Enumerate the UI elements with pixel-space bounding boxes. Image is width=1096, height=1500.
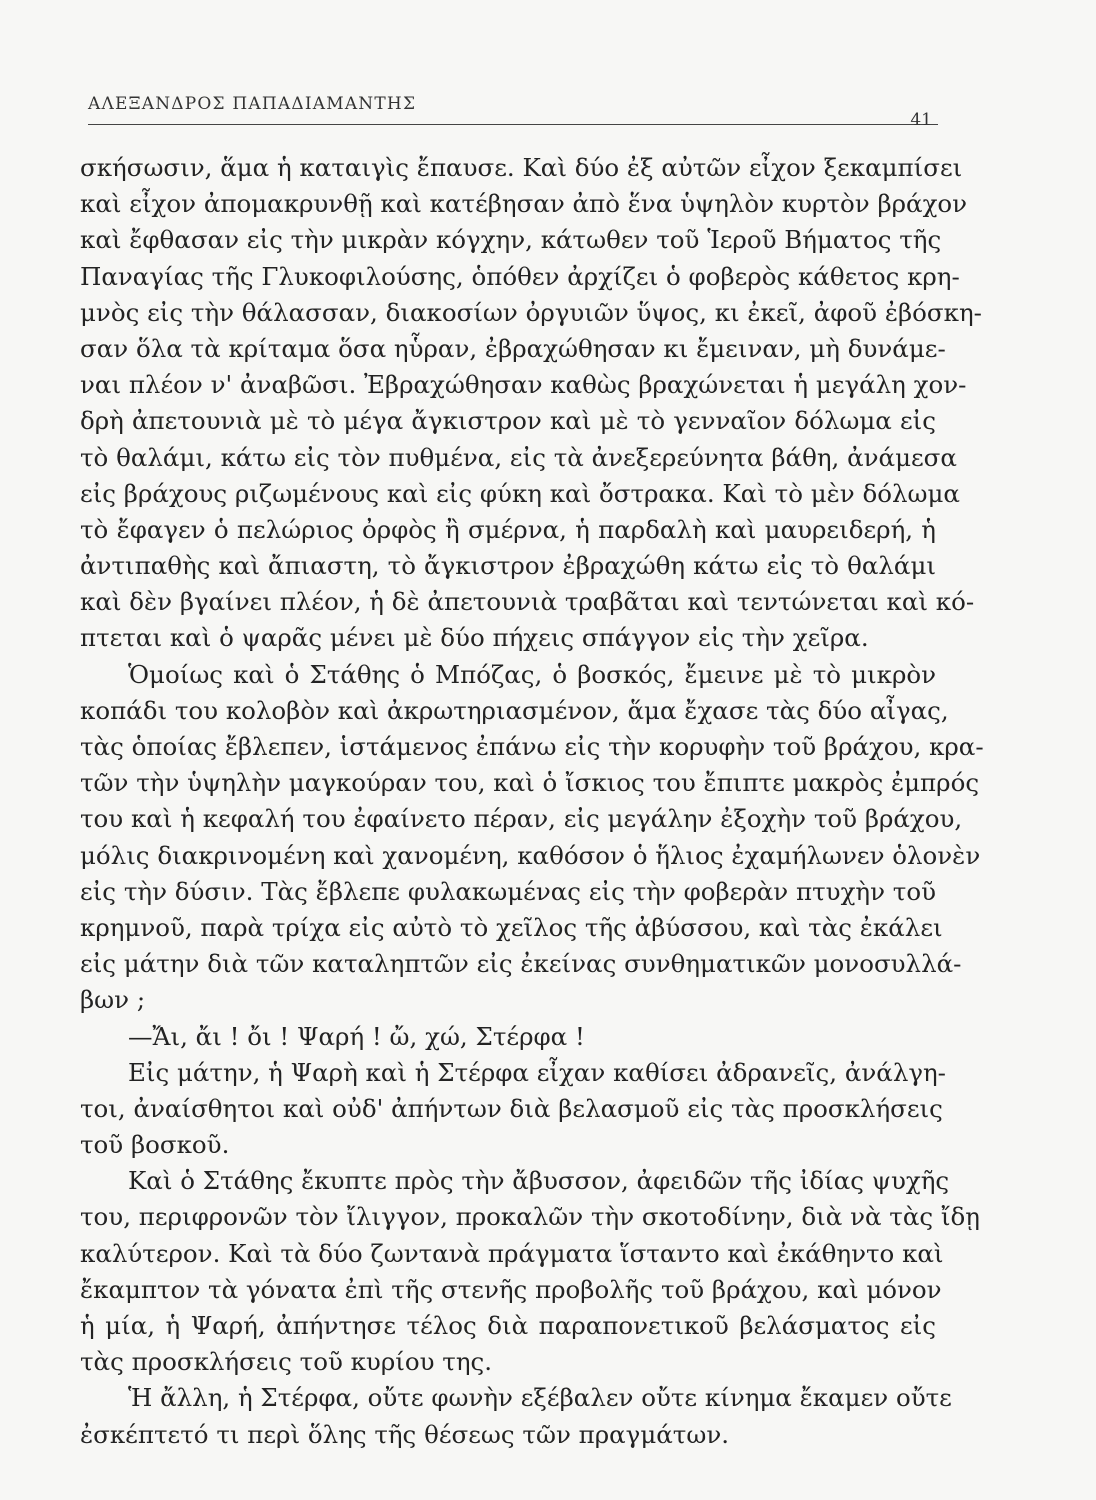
text-line: πτεται καὶ ὁ ψαρᾶς μένει μὲ δύο πήχεις σπάγγον εἰς τὴν χεῖρα. xyxy=(80,623,869,653)
text-line: μόλις διακρινομένη καὶ χανομένη, καθόσον ὁ ἥλιος ἐχαμήλωνεν ὁλονὲν xyxy=(80,840,981,870)
text-line: Παναγίας τῆς Γλυκοφιλούσης, ὁπόθεν ἀρχίζει ὁ φοβερὸς κάθετος κρη- xyxy=(80,261,960,291)
text-line: σαν ὅλα τὰ κρίταμα ὅσα ηὗραν, ἐβραχώθησαν κι ἔμειναν, μὴ δυνάμε- xyxy=(80,333,946,363)
page-number: 41 xyxy=(910,110,932,130)
text-line: τὰς προσκλήσεις τοῦ κυρίου της. xyxy=(80,1347,493,1377)
body-text xyxy=(80,150,984,1453)
text-line: του καὶ ἡ κεφαλή του ἐφαίνετο πέραν, εἰς μεγάλην ἐξοχὴν τοῦ βράχου, xyxy=(80,804,963,834)
text-line: ἀντιπαθὴς καὶ ἄπιαστη, τὸ ἄγκιστρον ἐβραχώθη κάτω εἰς τὸ θαλάμι xyxy=(80,551,936,581)
text-line: ἔκαμπτον τὰ γόνατα ἐπὶ τῆς στενῆς προβολῆς τοῦ βράχου, καὶ μόνον xyxy=(80,1274,942,1304)
text-line: ἐσκέπτετό τι περὶ ὅλης τῆς θέσεως τῶν πραγμάτων. xyxy=(80,1419,729,1449)
text-line: τοῦ βοσκοῦ. xyxy=(80,1130,230,1160)
text-line: εἰς τὴν δύσιν. Τὰς ἔβλεπε φυλακωμένας εἰς τὴν φοβερὰν πτυχὴν τοῦ xyxy=(80,876,936,906)
text-line: τὰς ὁποίας ἔβλεπεν, ἱστάμενος ἐπάνω εἰς τὴν κορυφὴν τοῦ βράχου, κρα- xyxy=(80,732,984,761)
text-line: Ἡ ἄλλη, ἡ Στέρφα, οὔτε φωνὴν εξέβαλεν οὔτε κίνημα ἔκαμεν οὔτε xyxy=(128,1383,952,1413)
text-line: δρὴ ἀπετουνιὰ μὲ τὸ μέγα ἄγκιστρον καὶ μὲ τὸ γενναῖον δόλωμα εἰς xyxy=(80,406,936,436)
text-line: τοι, ἀναίσθητοι καὶ οὐδ' ἀπήντων διὰ βελασμοῦ εἰς τὰς προσκλήσεις xyxy=(80,1093,943,1123)
text-line: ναι πλέον ν' ἀναβῶσι. Ἐβραχώθησαν καθὼς βραχώνεται ἡ μεγάλη χον- xyxy=(80,370,967,400)
text-line: κοπάδι του κολοβὸν καὶ ἀκρωτηριασμένον, ἅμα ἔχασε τὰς δύο αἶγας, xyxy=(80,695,949,725)
text-line: μνὸς εἰς τὴν θάλασσαν, διακοσίων ὀργυιῶν ὕψος, κι ἐκεῖ, ἀφοῦ ἐβόσκη- xyxy=(80,297,982,327)
text-line: σκήσωσιν, ἅμα ἡ καταιγὶς ἔπαυσε. Καὶ δύο ἐξ αὐτῶν εἶχον ξεκαμπίσει xyxy=(80,153,963,182)
running-header xyxy=(88,92,938,130)
text-line: καλύτερον. Καὶ τὰ δύο ζωντανὰ πράγματα ἵσταντο καὶ ἐκάθηντο καὶ xyxy=(80,1238,944,1268)
header-author: ΑΛΕΞΑΝΔΡΟΣ ΠΑΠΑΔΙΑΜΑΝΤΗΣ xyxy=(88,94,417,114)
text-line: εἰς βράχους ριζωμένους καὶ εἰς φύκη καὶ ὄστρακα. Καὶ τὸ μὲν δόλωμα xyxy=(80,478,960,508)
text-line: εἰς μάτην διὰ τῶν καταληπτῶν εἰς ἐκείνας συνθηματικῶν μονοσυλλά- xyxy=(80,949,962,979)
text-line: καὶ δὲν βγαίνει πλέον, ἡ δὲ ἀπετουνιὰ τραβᾶται καὶ τεντώνεται καὶ κό- xyxy=(80,587,975,617)
text-line: καὶ εἶχον ἀπομακρυνθῇ καὶ κατέβησαν ἀπὸ ἕνα ὑψηλὸν κυρτὸν βράχον xyxy=(80,189,968,219)
dialogue-line: —Ἄι, ἄι ! ὄι ! Ψαρή ! ὤ, χώ, Στέρφα ! xyxy=(128,1021,585,1051)
text-line: ἡ μία, ἡ Ψαρή, ἀπήντησε τέλος διὰ παραπονετικοῦ βελάσματος εἰς xyxy=(80,1311,936,1340)
text-line: κρημνοῦ, παρὰ τρίχα εἰς αὐτὸ τὸ χεῖλος τῆς ἀβύσσου, καὶ τὰς ἐκάλει xyxy=(80,912,943,942)
text-line: τὸ ἔφαγεν ὁ πελώριος ὀρφὸς ἢ σμέρνα, ἡ παρδαλὴ καὶ μαυρειδερή, ἡ xyxy=(80,514,936,544)
text-line: βων ; xyxy=(80,985,146,1015)
text-line: τῶν τὴν ὑψηλὴν μαγκούραν του, καὶ ὁ ἴσκιος του ἔπιπτε μακρὸς ἐμπρός xyxy=(80,768,980,798)
text-line: Εἰς μάτην, ἡ Ψαρὴ καὶ ἡ Στέρφα εἶχαν καθίσει ἀδρανεῖς, ἀνάλγη- xyxy=(128,1057,946,1087)
text-line: Καὶ ὁ Στάθης ἔκυπτε πρὸς τὴν ἄβυσσον, ἀφειδῶν τῆς ἰδίας ψυχῆς xyxy=(128,1166,950,1196)
text-line: τὸ θαλάμι, κάτω εἰς τὸν πυθμένα, εἰς τὰ ἀνεξερεύνητα βάθη, ἀνάμεσα xyxy=(80,442,957,472)
text-line: καὶ ἔφθασαν εἰς τὴν μικρὰν κόγχην, κάτωθεν τοῦ Ἱεροῦ Βήματος τῆς xyxy=(80,225,942,255)
text-line: του, περιφρονῶν τὸν ἴλιγγον, προκαλῶν τὴν σκοτοδίνην, διὰ νὰ τὰς ἴδῃ xyxy=(80,1202,980,1232)
text-line: Ὁμοίως καὶ ὁ Στάθης ὁ Μπόζας, ὁ βοσκός, ἔμεινε μὲ τὸ μικρὸν xyxy=(128,659,936,689)
